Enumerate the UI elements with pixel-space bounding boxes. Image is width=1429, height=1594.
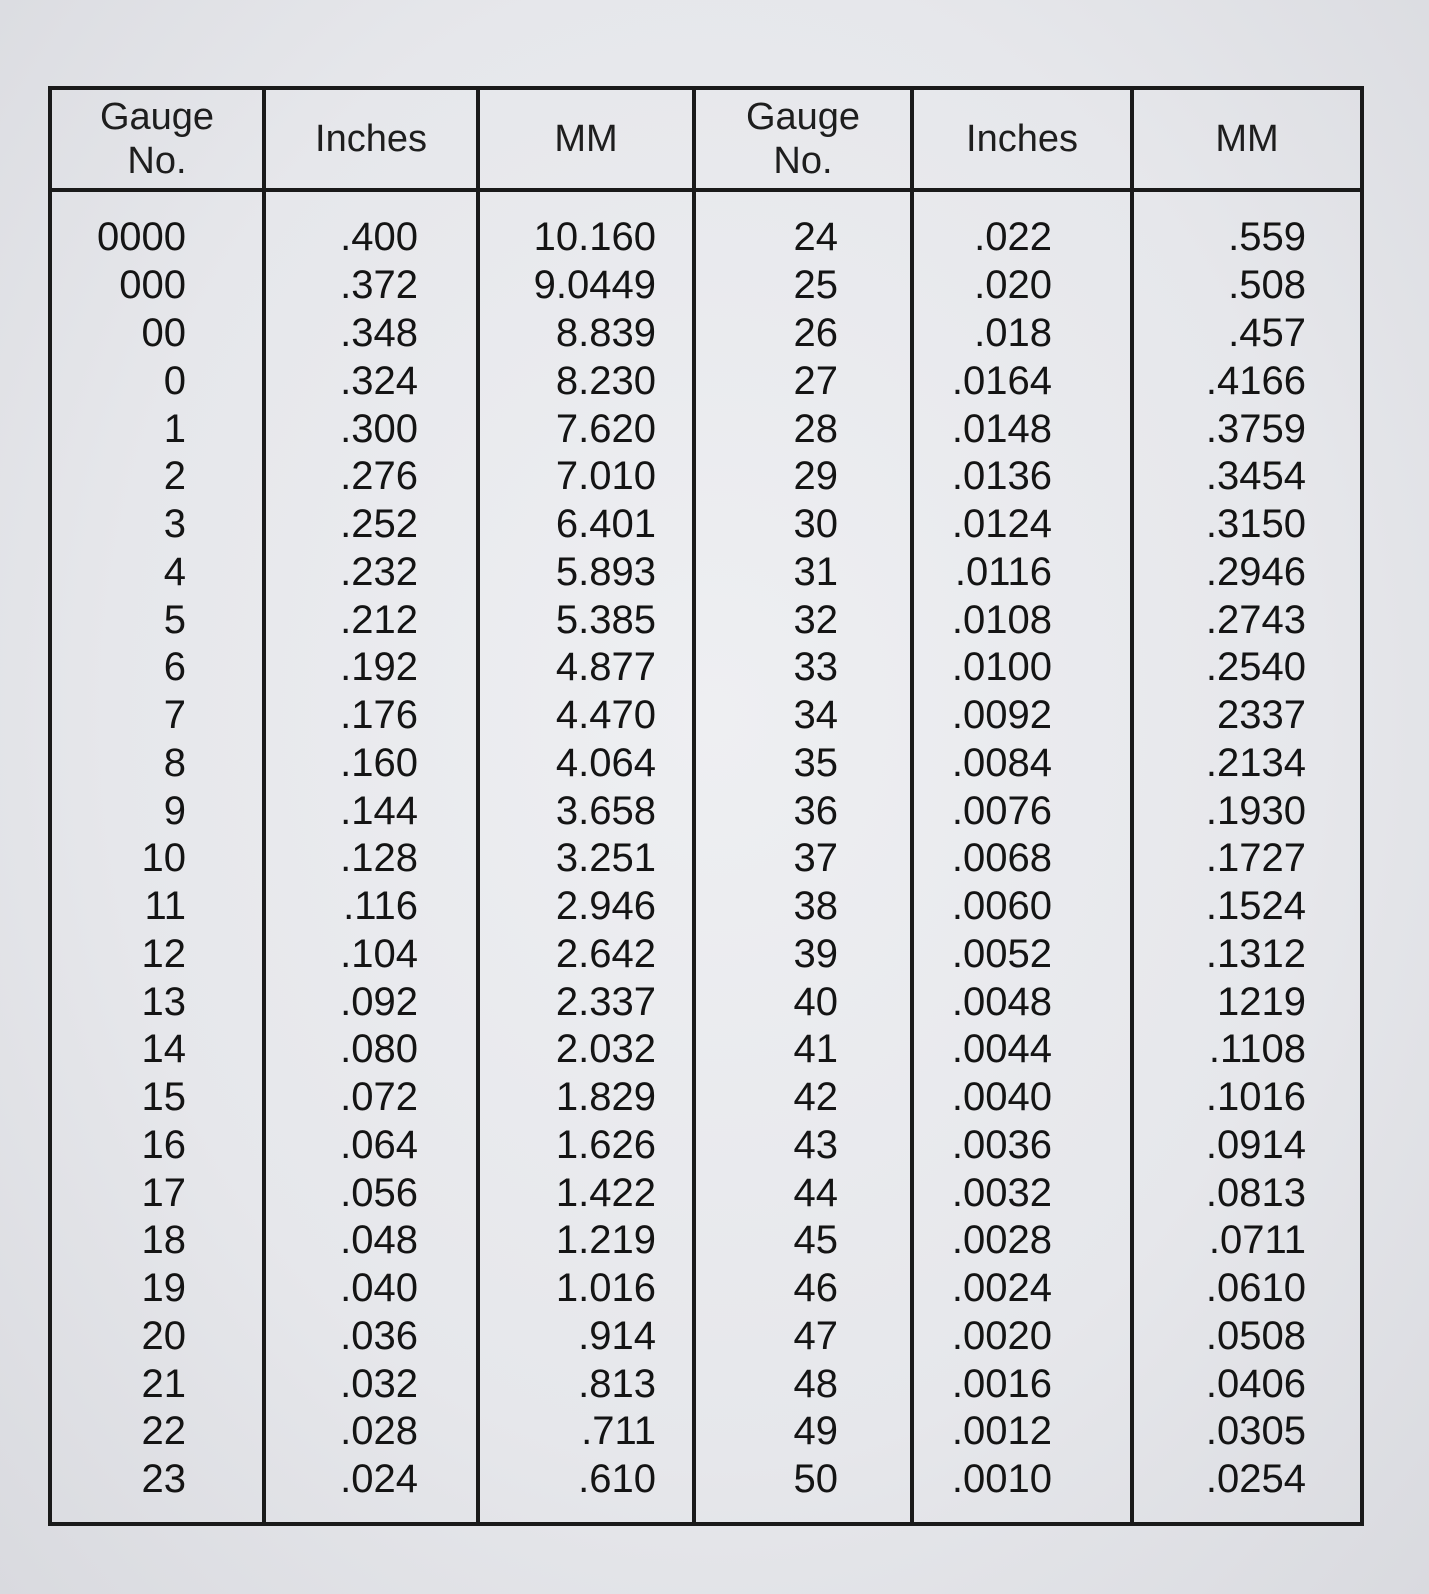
cell-gauge-no2: 39 (694, 931, 912, 979)
cell-mm2: .0305 (1132, 1408, 1362, 1456)
cell-inches: .300 (264, 405, 478, 453)
cell-gauge-no: 7 (50, 692, 264, 740)
cell-mm: 10.160 (478, 190, 694, 262)
header-gauge-no: Gauge No. (50, 88, 264, 190)
cell-inches: .104 (264, 931, 478, 979)
cell-mm2: .1312 (1132, 931, 1362, 979)
cell-gauge-no2: 28 (694, 405, 912, 453)
cell-mm2: .457 (1132, 310, 1362, 358)
cell-gauge-no: 8 (50, 740, 264, 788)
cell-gauge-no2: 31 (694, 549, 912, 597)
table-row (50, 835, 1362, 883)
table-row (50, 931, 1362, 979)
cell-mm: 1.829 (478, 1074, 694, 1122)
cell-gauge-no2: 30 (694, 501, 912, 549)
cell-gauge-no2: 25 (694, 262, 912, 310)
cell-mm2: .2946 (1132, 549, 1362, 597)
cell-inches: .080 (264, 1026, 478, 1074)
cell-gauge-no2: 50 (694, 1456, 912, 1524)
table-row (50, 1456, 1362, 1524)
cell-mm2: .2540 (1132, 644, 1362, 692)
cell-mm: 8.230 (478, 358, 694, 406)
cell-gauge-no: 6 (50, 644, 264, 692)
cell-inches: .324 (264, 358, 478, 406)
cell-mm: 4.470 (478, 692, 694, 740)
cell-inches2: .020 (912, 262, 1132, 310)
cell-inches: .372 (264, 262, 478, 310)
table-row (50, 310, 1362, 358)
table-row (50, 549, 1362, 597)
cell-mm: 1.016 (478, 1265, 694, 1313)
cell-inches2: .0148 (912, 405, 1132, 453)
cell-inches: .400 (264, 190, 478, 262)
cell-gauge-no2: 41 (694, 1026, 912, 1074)
cell-inches2: .0116 (912, 549, 1132, 597)
cell-mm2: .1108 (1132, 1026, 1362, 1074)
cell-mm2: .1727 (1132, 835, 1362, 883)
cell-gauge-no: 4 (50, 549, 264, 597)
table-row (50, 978, 1362, 1026)
table-row (50, 262, 1362, 310)
table-row (50, 1217, 1362, 1265)
cell-mm: 5.893 (478, 549, 694, 597)
header-inches: Inches (264, 88, 478, 190)
cell-inches: .232 (264, 549, 478, 597)
cell-inches: .028 (264, 1408, 478, 1456)
cell-mm2: .0914 (1132, 1122, 1362, 1170)
cell-gauge-no2: 37 (694, 835, 912, 883)
cell-gauge-no2: 49 (694, 1408, 912, 1456)
cell-gauge-no: 1 (50, 405, 264, 453)
cell-gauge-no: 13 (50, 978, 264, 1026)
table-row (50, 501, 1362, 549)
cell-inches2: .0052 (912, 931, 1132, 979)
cell-gauge-no: 2 (50, 453, 264, 501)
cell-gauge-no: 17 (50, 1169, 264, 1217)
cell-gauge-no: 9 (50, 787, 264, 835)
table-row (50, 358, 1362, 406)
cell-mm: .813 (478, 1360, 694, 1408)
cell-gauge-no: 000 (50, 262, 264, 310)
cell-mm: 2.337 (478, 978, 694, 1026)
cell-inches: .212 (264, 596, 478, 644)
table-row (50, 453, 1362, 501)
cell-gauge-no2: 33 (694, 644, 912, 692)
cell-inches2: .0124 (912, 501, 1132, 549)
cell-inches2: .0048 (912, 978, 1132, 1026)
cell-inches: .048 (264, 1217, 478, 1265)
cell-inches2: .0036 (912, 1122, 1132, 1170)
cell-inches: .116 (264, 883, 478, 931)
cell-mm2: .2743 (1132, 596, 1362, 644)
cell-mm: 2.642 (478, 931, 694, 979)
cell-mm2: .1524 (1132, 883, 1362, 931)
table-row (50, 1026, 1362, 1074)
cell-mm2: .0813 (1132, 1169, 1362, 1217)
cell-mm2: .0406 (1132, 1360, 1362, 1408)
cell-mm2: .1016 (1132, 1074, 1362, 1122)
cell-inches2: .0136 (912, 453, 1132, 501)
cell-gauge-no: 10 (50, 835, 264, 883)
table-row (50, 1122, 1362, 1170)
cell-gauge-no: 22 (50, 1408, 264, 1456)
cell-gauge-no: 00 (50, 310, 264, 358)
cell-gauge-no: 3 (50, 501, 264, 549)
cell-inches: .032 (264, 1360, 478, 1408)
cell-inches: .064 (264, 1122, 478, 1170)
cell-gauge-no: 0000 (50, 190, 264, 262)
cell-inches2: .0164 (912, 358, 1132, 406)
cell-gauge-no2: 27 (694, 358, 912, 406)
cell-inches2: .0084 (912, 740, 1132, 788)
cell-mm2: .2134 (1132, 740, 1362, 788)
cell-inches2: .022 (912, 190, 1132, 262)
cell-mm2: .3759 (1132, 405, 1362, 453)
table-row (50, 190, 1362, 262)
cell-gauge-no: 0 (50, 358, 264, 406)
cell-inches: .072 (264, 1074, 478, 1122)
cell-mm2: 2337 (1132, 692, 1362, 740)
cell-gauge-no2: 47 (694, 1313, 912, 1361)
cell-inches2: .0010 (912, 1456, 1132, 1524)
cell-gauge-no2: 38 (694, 883, 912, 931)
cell-mm2: .4166 (1132, 358, 1362, 406)
cell-gauge-no2: 46 (694, 1265, 912, 1313)
cell-mm2: .3454 (1132, 453, 1362, 501)
table-row (50, 644, 1362, 692)
cell-gauge-no2: 42 (694, 1074, 912, 1122)
table-row (50, 740, 1362, 788)
cell-gauge-no: 11 (50, 883, 264, 931)
cell-gauge-no2: 32 (694, 596, 912, 644)
cell-mm2: .0508 (1132, 1313, 1362, 1361)
cell-inches: .144 (264, 787, 478, 835)
cell-inches: .276 (264, 453, 478, 501)
cell-inches2: .0100 (912, 644, 1132, 692)
cell-gauge-no2: 24 (694, 190, 912, 262)
cell-gauge-no: 19 (50, 1265, 264, 1313)
cell-inches: .252 (264, 501, 478, 549)
cell-mm: 5.385 (478, 596, 694, 644)
cell-mm2: .3150 (1132, 501, 1362, 549)
table-row (50, 1074, 1362, 1122)
table-row (50, 1408, 1362, 1456)
cell-inches2: .0012 (912, 1408, 1132, 1456)
cell-gauge-no2: 34 (694, 692, 912, 740)
cell-mm: 7.010 (478, 453, 694, 501)
table-row (50, 596, 1362, 644)
cell-inches: .024 (264, 1456, 478, 1524)
table-row (50, 883, 1362, 931)
cell-mm: .711 (478, 1408, 694, 1456)
cell-gauge-no: 5 (50, 596, 264, 644)
cell-gauge-no2: 45 (694, 1217, 912, 1265)
cell-mm: 6.401 (478, 501, 694, 549)
cell-inches2: .0016 (912, 1360, 1132, 1408)
cell-gauge-no: 15 (50, 1074, 264, 1122)
cell-mm: 9.0449 (478, 262, 694, 310)
table-row (50, 692, 1362, 740)
cell-inches2: .0068 (912, 835, 1132, 883)
cell-mm: 3.658 (478, 787, 694, 835)
cell-mm: 1.219 (478, 1217, 694, 1265)
header-gauge-no-2: Gauge No. (694, 88, 912, 190)
cell-mm: .914 (478, 1313, 694, 1361)
cell-mm2: .0610 (1132, 1265, 1362, 1313)
cell-mm2: 1219 (1132, 978, 1362, 1026)
table-row (50, 1360, 1362, 1408)
cell-mm: 8.839 (478, 310, 694, 358)
cell-inches: .160 (264, 740, 478, 788)
cell-gauge-no: 21 (50, 1360, 264, 1408)
cell-gauge-no2: 26 (694, 310, 912, 358)
cell-inches2: .0076 (912, 787, 1132, 835)
cell-inches2: .018 (912, 310, 1132, 358)
cell-mm: .610 (478, 1456, 694, 1524)
table-body (50, 190, 1362, 1524)
cell-mm: 1.422 (478, 1169, 694, 1217)
cell-inches2: .0108 (912, 596, 1132, 644)
cell-gauge-no2: 44 (694, 1169, 912, 1217)
cell-inches: .348 (264, 310, 478, 358)
cell-gauge-no2: 35 (694, 740, 912, 788)
cell-gauge-no: 14 (50, 1026, 264, 1074)
cell-gauge-no2: 36 (694, 787, 912, 835)
cell-mm: 1.626 (478, 1122, 694, 1170)
cell-gauge-no2: 29 (694, 453, 912, 501)
cell-gauge-no: 18 (50, 1217, 264, 1265)
cell-mm2: .1930 (1132, 787, 1362, 835)
cell-inches: .056 (264, 1169, 478, 1217)
cell-inches: .036 (264, 1313, 478, 1361)
cell-gauge-no2: 40 (694, 978, 912, 1026)
header-mm-2: MM (1132, 88, 1362, 190)
cell-mm: 3.251 (478, 835, 694, 883)
cell-mm: 2.946 (478, 883, 694, 931)
wire-gauge-table (48, 86, 1364, 1526)
cell-inches: .128 (264, 835, 478, 883)
cell-inches2: .0092 (912, 692, 1132, 740)
cell-mm2: .0254 (1132, 1456, 1362, 1524)
cell-mm: 4.877 (478, 644, 694, 692)
cell-gauge-no: 12 (50, 931, 264, 979)
table-row (50, 787, 1362, 835)
cell-mm2: .0711 (1132, 1217, 1362, 1265)
cell-inches2: .0060 (912, 883, 1132, 931)
cell-inches2: .0028 (912, 1217, 1132, 1265)
cell-inches: .040 (264, 1265, 478, 1313)
cell-gauge-no2: 43 (694, 1122, 912, 1170)
table-row (50, 1169, 1362, 1217)
cell-mm2: .559 (1132, 190, 1362, 262)
cell-mm2: .508 (1132, 262, 1362, 310)
cell-inches: .092 (264, 978, 478, 1026)
header-row (50, 88, 1362, 190)
table-row (50, 405, 1362, 453)
cell-gauge-no: 20 (50, 1313, 264, 1361)
cell-gauge-no: 16 (50, 1122, 264, 1170)
cell-mm: 7.620 (478, 405, 694, 453)
table-row (50, 1313, 1362, 1361)
cell-inches2: .0040 (912, 1074, 1132, 1122)
cell-inches: .176 (264, 692, 478, 740)
header-mm: MM (478, 88, 694, 190)
cell-inches: .192 (264, 644, 478, 692)
header-inches-2: Inches (912, 88, 1132, 190)
cell-inches2: .0020 (912, 1313, 1132, 1361)
cell-mm: 4.064 (478, 740, 694, 788)
cell-gauge-no2: 48 (694, 1360, 912, 1408)
table-row (50, 1265, 1362, 1313)
cell-mm: 2.032 (478, 1026, 694, 1074)
cell-gauge-no: 23 (50, 1456, 264, 1524)
cell-inches2: .0044 (912, 1026, 1132, 1074)
cell-inches2: .0024 (912, 1265, 1132, 1313)
cell-inches2: .0032 (912, 1169, 1132, 1217)
